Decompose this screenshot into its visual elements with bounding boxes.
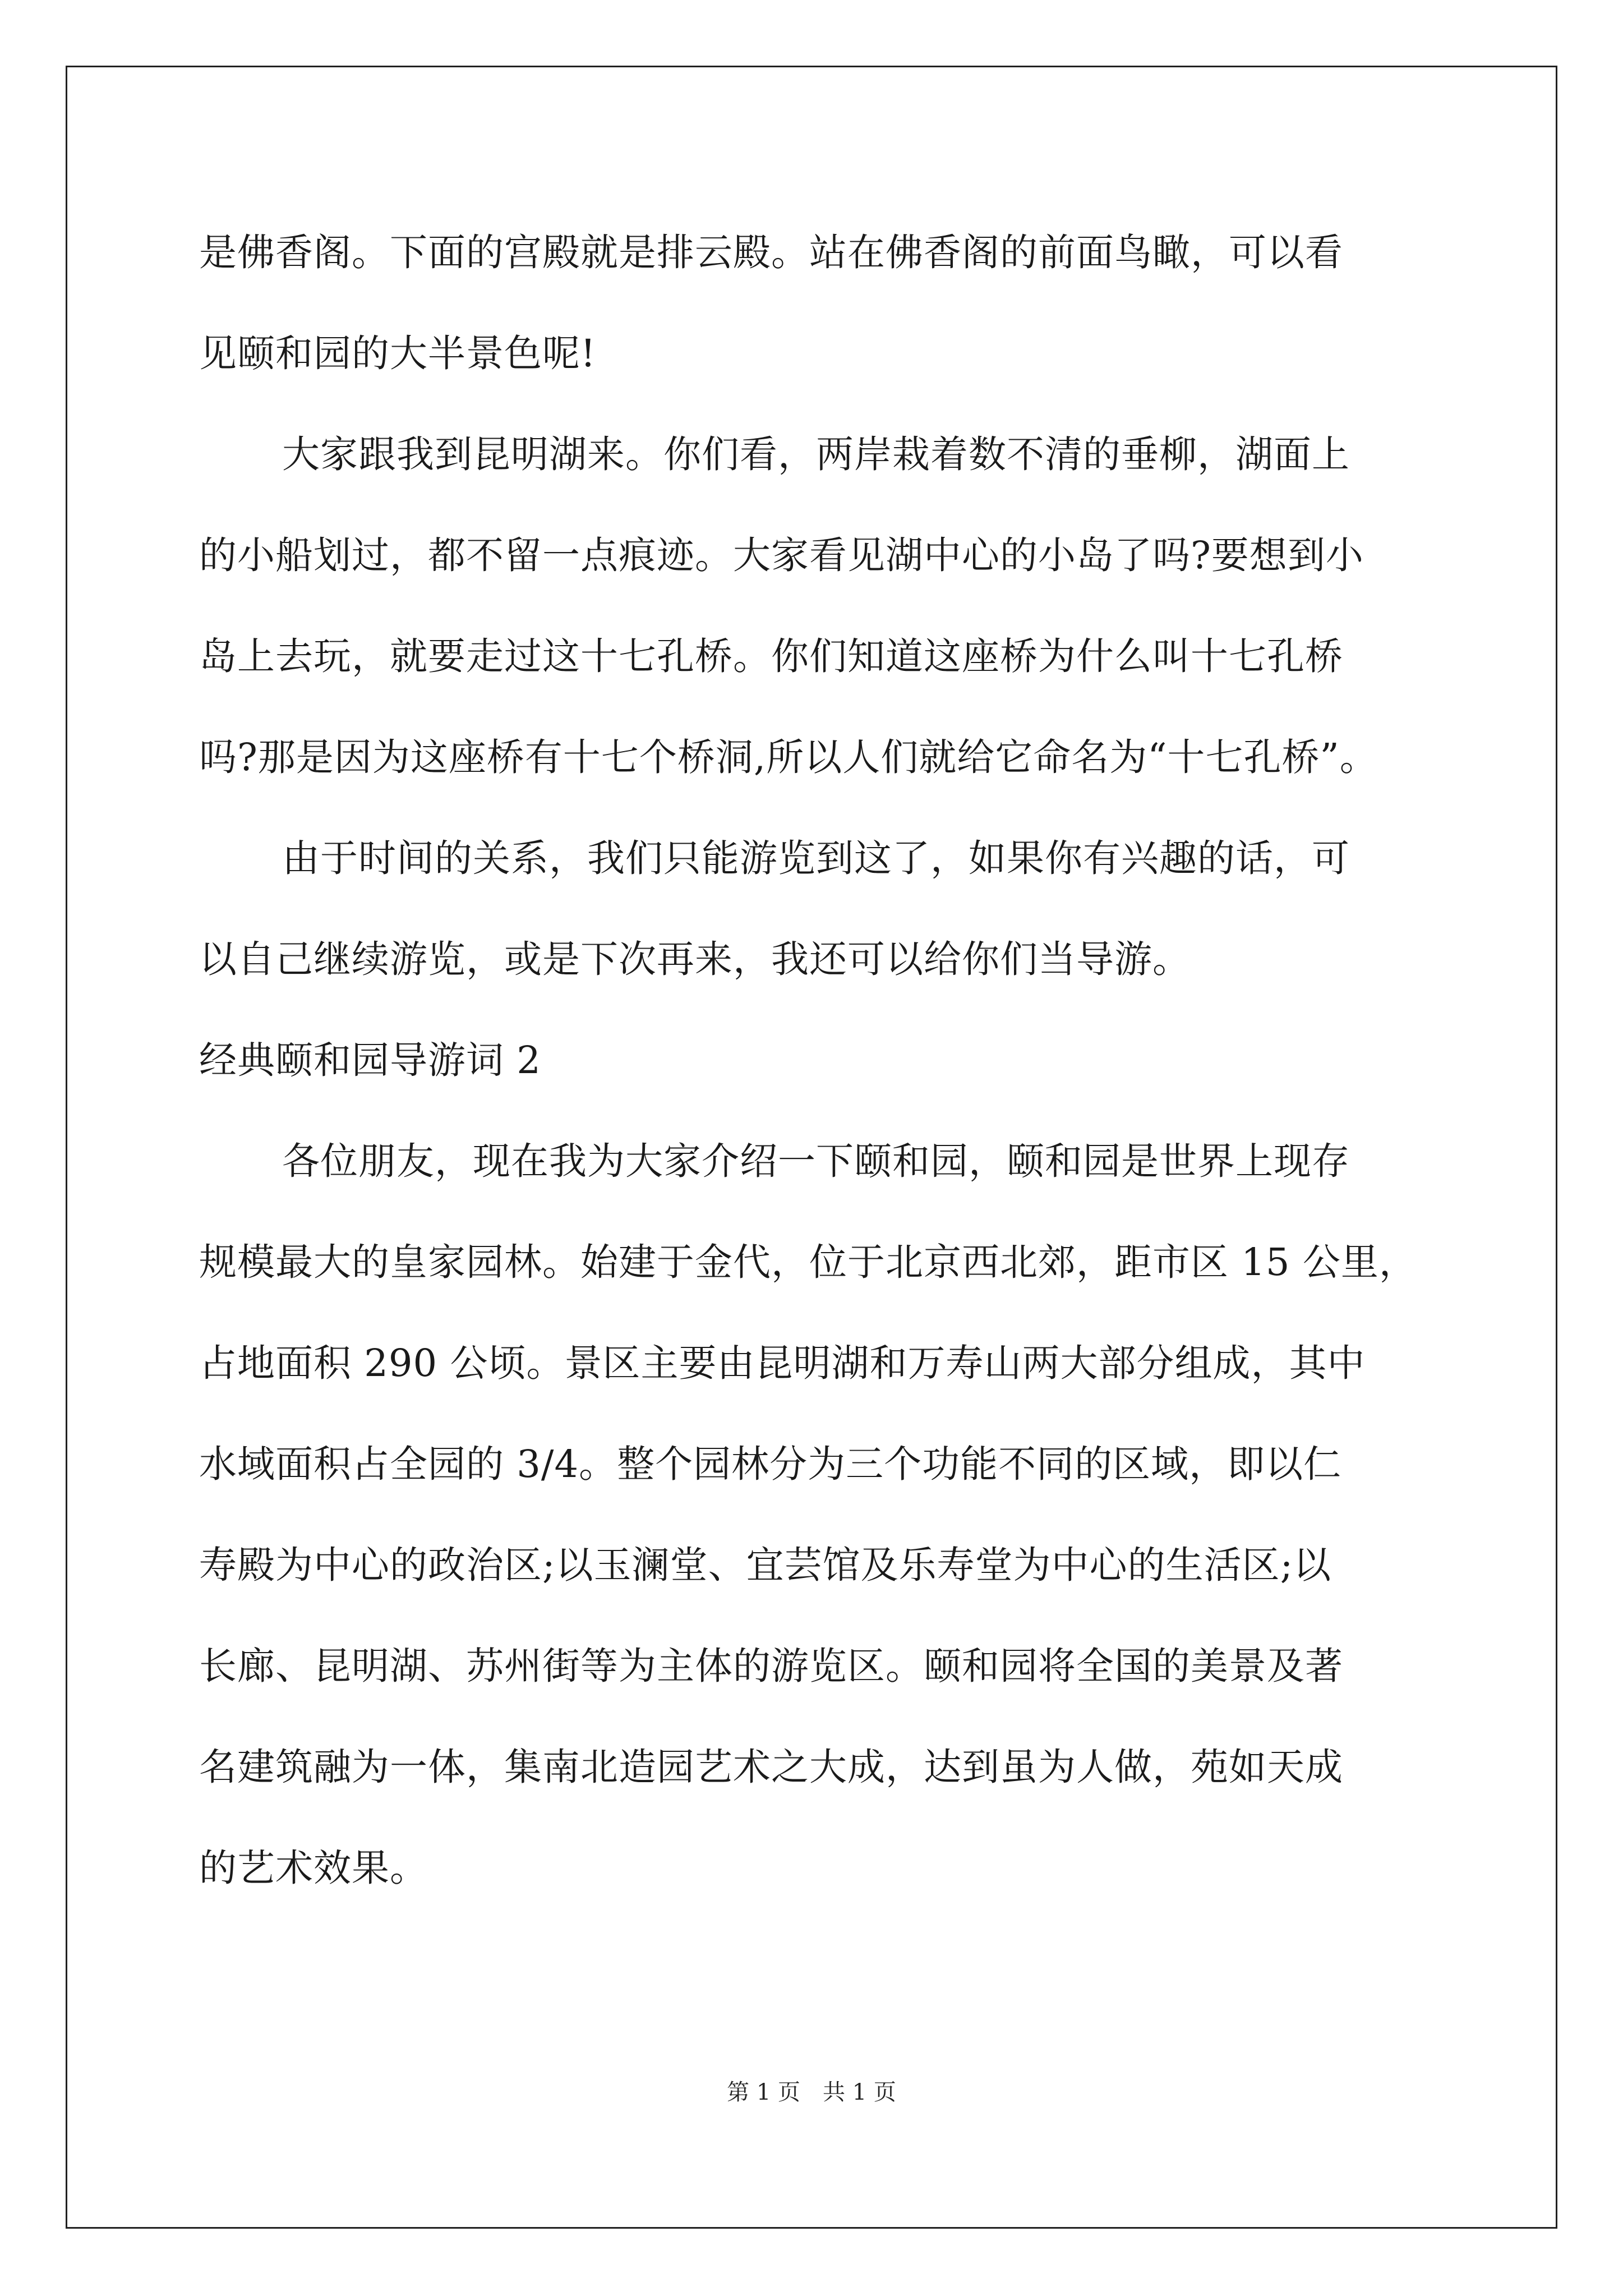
section-heading: 经典颐和园导游词 2: [199, 1038, 541, 1082]
text-line: 大家跟我到昆明湖来。你们看，两岸栽着数不清的垂柳，湖面上: [282, 432, 1350, 476]
text-line: 寿殿为中心的政治区;以玉澜堂、宜芸馆及乐寿堂为中心的生活区;以: [199, 1543, 1332, 1587]
text-line: 占地面积 290 公顷。景区主要由昆明湖和万寿山两大部分组成，其中: [199, 1341, 1366, 1385]
text-line: 吗?那是因为这座桥有十七个桥洞,所以人们就给它命名为“十七孔桥”。: [199, 735, 1378, 779]
text-line: 是佛香阁。下面的宫殿就是排云殿。站在佛香阁的前面鸟瞰，可以看: [199, 231, 1343, 274]
text-line: 长廊、昆明湖、苏州街等为主体的游览区。颐和园将全国的美景及著: [199, 1644, 1343, 1688]
text-line: 岛上去玩，就要走过这十七孔桥。你们知道这座桥为什么叫十七孔桥: [199, 634, 1343, 678]
text-line: 的小船划过，都不留一点痕迹。大家看见湖中心的小岛了吗?要想到小: [199, 533, 1364, 577]
text-line: 水域面积占全园的 3/4。整个园林分为三个功能不同的区域，即以仁: [199, 1442, 1342, 1486]
text-line: 由于时间的关系，我们只能游览到这了，如果你有兴趣的话，可: [282, 836, 1350, 880]
page-footer: 第 1 页 共 1 页: [727, 2079, 896, 2105]
text-line: 名建筑融为一体，集南北造园艺术之大成，达到虽为人做，苑如天成: [199, 1745, 1343, 1789]
text-line: 各位朋友，现在我为大家介绍一下颐和园，颐和园是世界上现存: [282, 1139, 1350, 1183]
text-line: 规模最大的皇家园林。始建于金代，位于北京西北郊，距市区 15 公里，: [199, 1240, 1417, 1284]
text-line: 以自己继续游览，或是下次再来，我还可以给你们当导游。: [199, 937, 1191, 981]
text-line: 的艺术效果。: [199, 1846, 428, 1890]
text-line: 见颐和园的大半景色呢!: [199, 332, 596, 375]
